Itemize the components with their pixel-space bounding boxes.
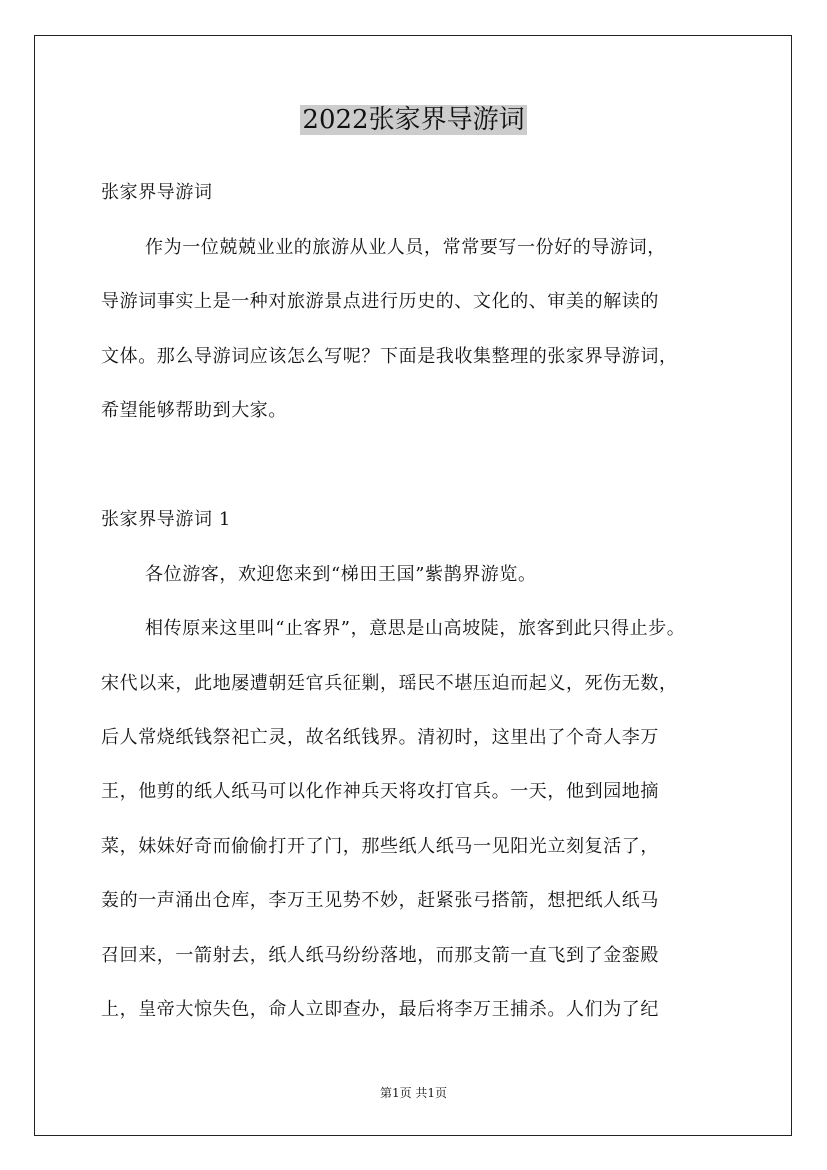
paragraph-line: 后人常烧纸钱祭祀亡灵，故名纸钱界。清初时，这里出了个奇人李万 (101, 727, 659, 748)
paragraph-line: 宋代以来，此地屡遭朝廷官兵征剿，瑶民不堪压迫而起义，死伤无数， (101, 673, 678, 694)
paragraph-line: 王，他剪的纸人纸马可以化作神兵天将攻打官兵。一天，他到园地摘 (101, 781, 659, 802)
paragraph-line: 文体。那么导游词应该怎么写呢？下面是我收集整理的张家界导游词， (101, 346, 678, 367)
paragraph-line: 召回来，一箭射去，纸人纸马纷纷落地，而那支箭一直飞到了金銮殿 (101, 945, 659, 966)
section-heading: 张家界导游词 (101, 182, 213, 203)
document-title-text: 2022张家界导游词 (302, 105, 525, 135)
paragraph-line: 上，皇帝大惊失色，命人立即查办，最后将李万王捕杀。人们为了纪 (101, 999, 659, 1020)
paragraph-line: 相传原来这里叫“止客界”，意思是山高坡陡，旅客到此只得止步。 (145, 618, 686, 639)
paragraph-line: 作为一位兢兢业业的旅游从业人员，常常要写一份好的导游词， (145, 237, 666, 258)
paragraph-line: 轰的一声涌出仓库，李万王见势不妙，赶紧张弓搭箭，想把纸人纸马 (101, 890, 659, 911)
paragraph-line: 希望能够帮助到大家。 (101, 400, 287, 421)
section-heading: 张家界导游词 1 (101, 509, 231, 530)
paragraph-line: 各位游客，欢迎您来到“梯田王国”紫鹊界游览。 (145, 564, 537, 585)
document-title (0, 100, 827, 140)
page-footer: 第1页 共1页 (379, 1086, 448, 1100)
paragraph-line: 导游词事实上是一种对旅游景点进行历史的、文化的、审美的解读的 (101, 291, 659, 312)
paragraph-line: 菜，妹妹好奇而偷偷打开了门，那些纸人纸马一见阳光立刻复活了， (101, 836, 659, 857)
